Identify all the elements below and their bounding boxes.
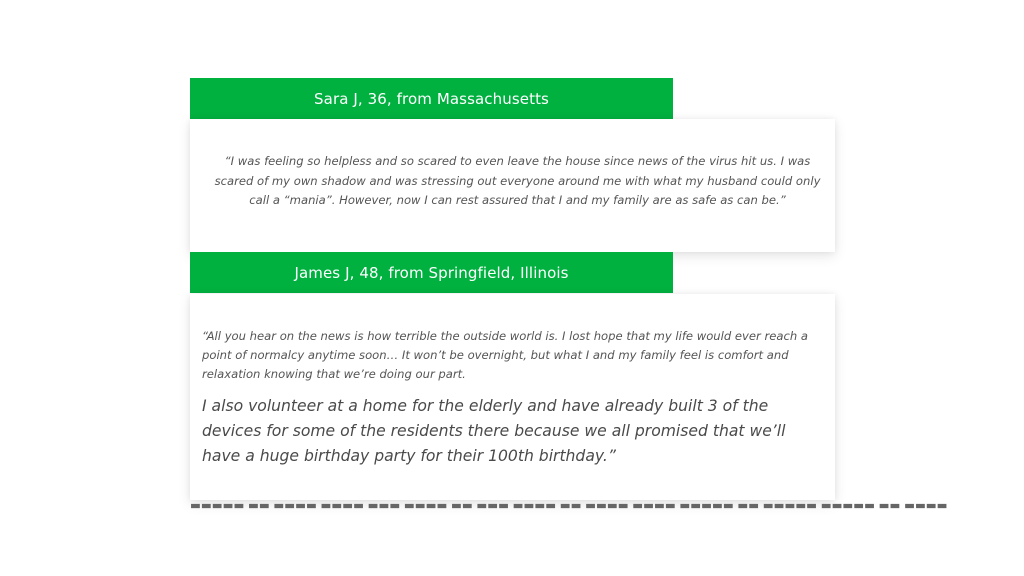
testimonial-quote-emphasis: I also volunteer at a home for the elderly and have already built 3 of the devices for some of the residents there because we all promised that we’ll have a huge birthday party for their 100th birthday.” xyxy=(202,397,786,465)
testimonial-card xyxy=(190,119,835,252)
testimonial-quote: “I was feeling so helpless and so scared to even leave the house since news of the virus hit us. I was scared of my own shadow and was stressing out everyone around me with what my husband could only call a “mania”. However, now I can rest assured that I and my family are as safe as can be.” xyxy=(214,154,821,207)
clipped-text-line: ▬▬▬▬▬ ▬▬ ▬▬▬▬ ▬▬▬▬ ▬▬▬ ▬▬▬▬ ▬▬ ▬▬▬ ▬▬▬▬ ▬▬ ▬▬▬▬ ▬▬▬▬ ▬▬▬▬▬ ▬▬ ▬▬▬▬▬ ▬▬▬▬▬ ▬▬ ▬▬▬▬ xyxy=(190,498,948,512)
testimonial-header xyxy=(190,252,673,293)
testimonial-author: Sara J, 36, from Massachusetts xyxy=(314,89,549,108)
testimonial-card xyxy=(190,294,835,500)
testimonial-quote: “All you hear on the news is how terrible the outside world is. I lost hope that my life would ever reach a point of normalcy anytime soon… It won’t be overnight, but what I and my family feel is comfort and relaxation knowing that we’re doing our part. xyxy=(202,329,809,381)
testimonial-header xyxy=(190,78,673,119)
testimonial-author: James J, 48, from Springfield, Illinois xyxy=(294,263,569,282)
